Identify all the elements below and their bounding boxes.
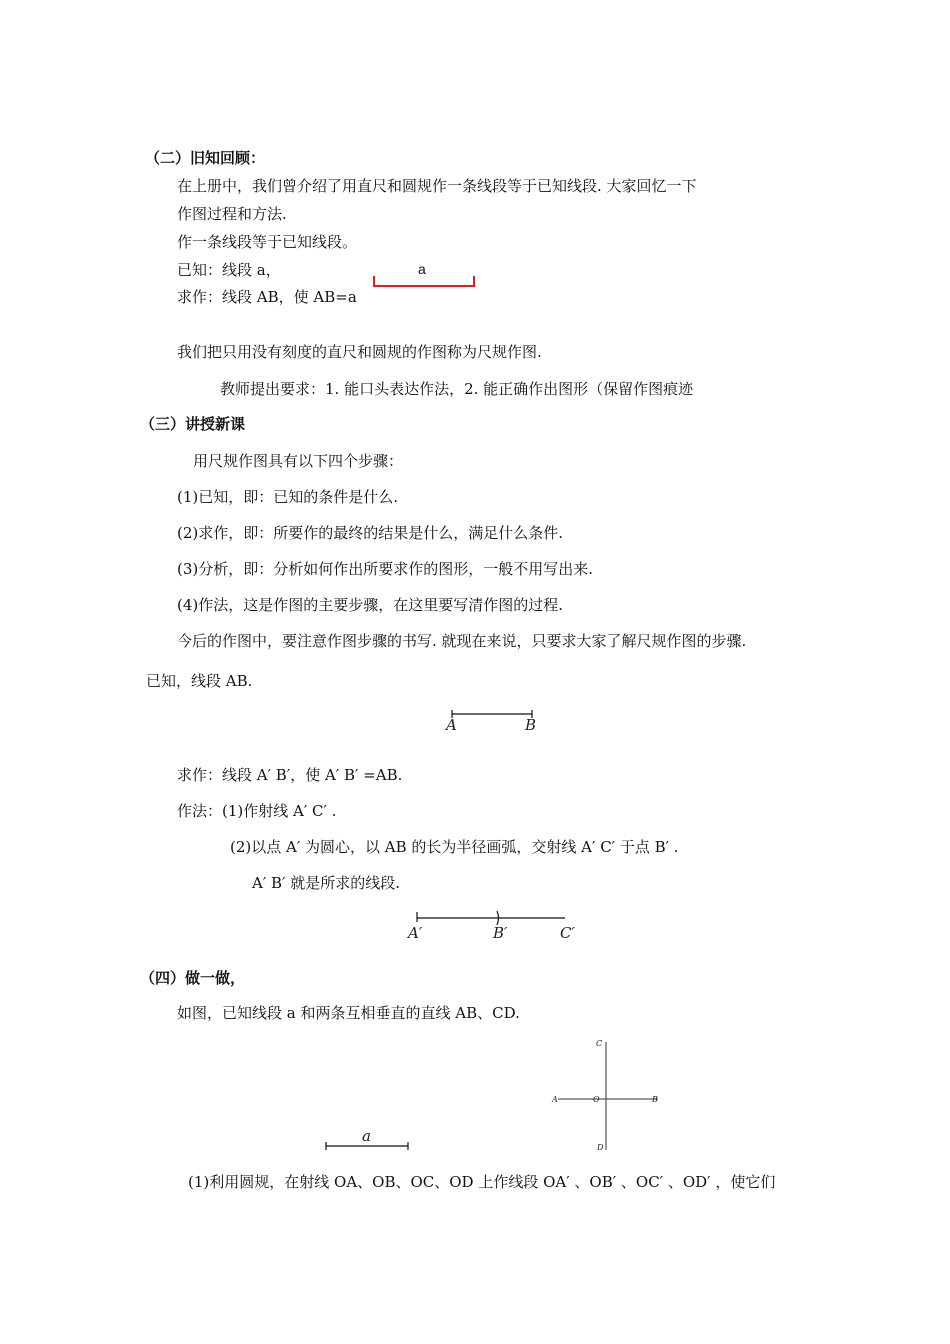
- axis-c-label: C: [596, 1039, 603, 1048]
- section3-heading: （三）讲授新课: [140, 415, 246, 433]
- segment-a-label: a: [418, 261, 426, 277]
- segment-a-figure: [322, 1126, 414, 1152]
- paragraph-line: 在上册中，我们曾介绍了用直尺和圆规作一条线段等于已知线段. 大家回忆一下: [177, 177, 697, 195]
- task-text: (1)利用圆规，在射线 OA、OB、OC、OD 上作线段 OA′ 、OB′ 、OC′ 、OD′ ，使它们: [188, 1173, 776, 1191]
- result-text: A′ B′ 就是所求的线段.: [252, 874, 400, 892]
- segment-ab-figure: [440, 704, 550, 734]
- find-text: 求作：线段 AB，使 AB=a: [177, 288, 357, 306]
- point-c-prime-label: C′: [560, 924, 575, 942]
- segment-a-red: [370, 258, 480, 292]
- given-ab-text: 已知，线段 AB.: [146, 672, 253, 690]
- paragraph-line: 作图过程和方法.: [177, 205, 287, 223]
- point-a-prime-label: A′: [408, 924, 423, 942]
- method-step: 作法：(1)作射线 A′ C′ .: [177, 802, 337, 820]
- steps-intro: 用尺规作图具有以下四个步骤：: [193, 452, 404, 470]
- segment-a-label: a: [362, 1127, 371, 1145]
- step-item: (2)求作，即：所要作的最终的结果是什么，满足什么条件.: [177, 524, 564, 542]
- exercise-intro: 如图，已知线段 a 和两条互相垂直的直线 AB、CD.: [177, 1004, 520, 1022]
- axis-o-label: O: [593, 1095, 600, 1104]
- section4-heading: （四）做一做，: [140, 969, 246, 987]
- axis-d-label: D: [597, 1143, 604, 1152]
- note-text: 今后的作图中，要注意作图步骤的书写. 就现在来说，只要求大家了解尺规作图的步骤.: [177, 632, 747, 650]
- teacher-requirement: 教师提出要求：1. 能口头表达作法，2. 能正确作出图形（保留作图痕迹: [220, 380, 694, 398]
- perpendicular-lines-figure: [548, 1036, 668, 1156]
- section2-heading: （二）旧知回顾：: [145, 149, 266, 167]
- step-item: (4)作法，这是作图的主要步骤，在这里要写清作图的过程.: [177, 596, 564, 614]
- step-item: (3)分析，即：分析如何作出所要求作的图形，一般不用写出来.: [177, 560, 594, 578]
- ray-construction-figure: [405, 908, 590, 944]
- point-a-label: A: [446, 716, 457, 734]
- find-text: 求作：线段 A′ B′，使 A′ B′ =AB.: [177, 766, 403, 784]
- point-b-prime-label: B′: [493, 924, 508, 942]
- paragraph-line: 作一条线段等于已知线段。: [177, 233, 358, 251]
- method-step: (2)以点 A′ 为圆心，以 AB 的长为半径画弧，交射线 A′ C′ 于点 B′ .: [230, 838, 679, 856]
- given-text: 已知：线段 a，: [177, 261, 281, 279]
- definition-text: 我们把只用没有刻度的直尺和圆规的作图称为尺规作图.: [177, 343, 542, 361]
- axis-b-label: B: [652, 1095, 658, 1104]
- step-item: (1)已知，即：已知的条件是什么.: [177, 488, 399, 506]
- axis-a-label: A: [552, 1095, 558, 1104]
- point-b-label: B: [525, 716, 537, 734]
